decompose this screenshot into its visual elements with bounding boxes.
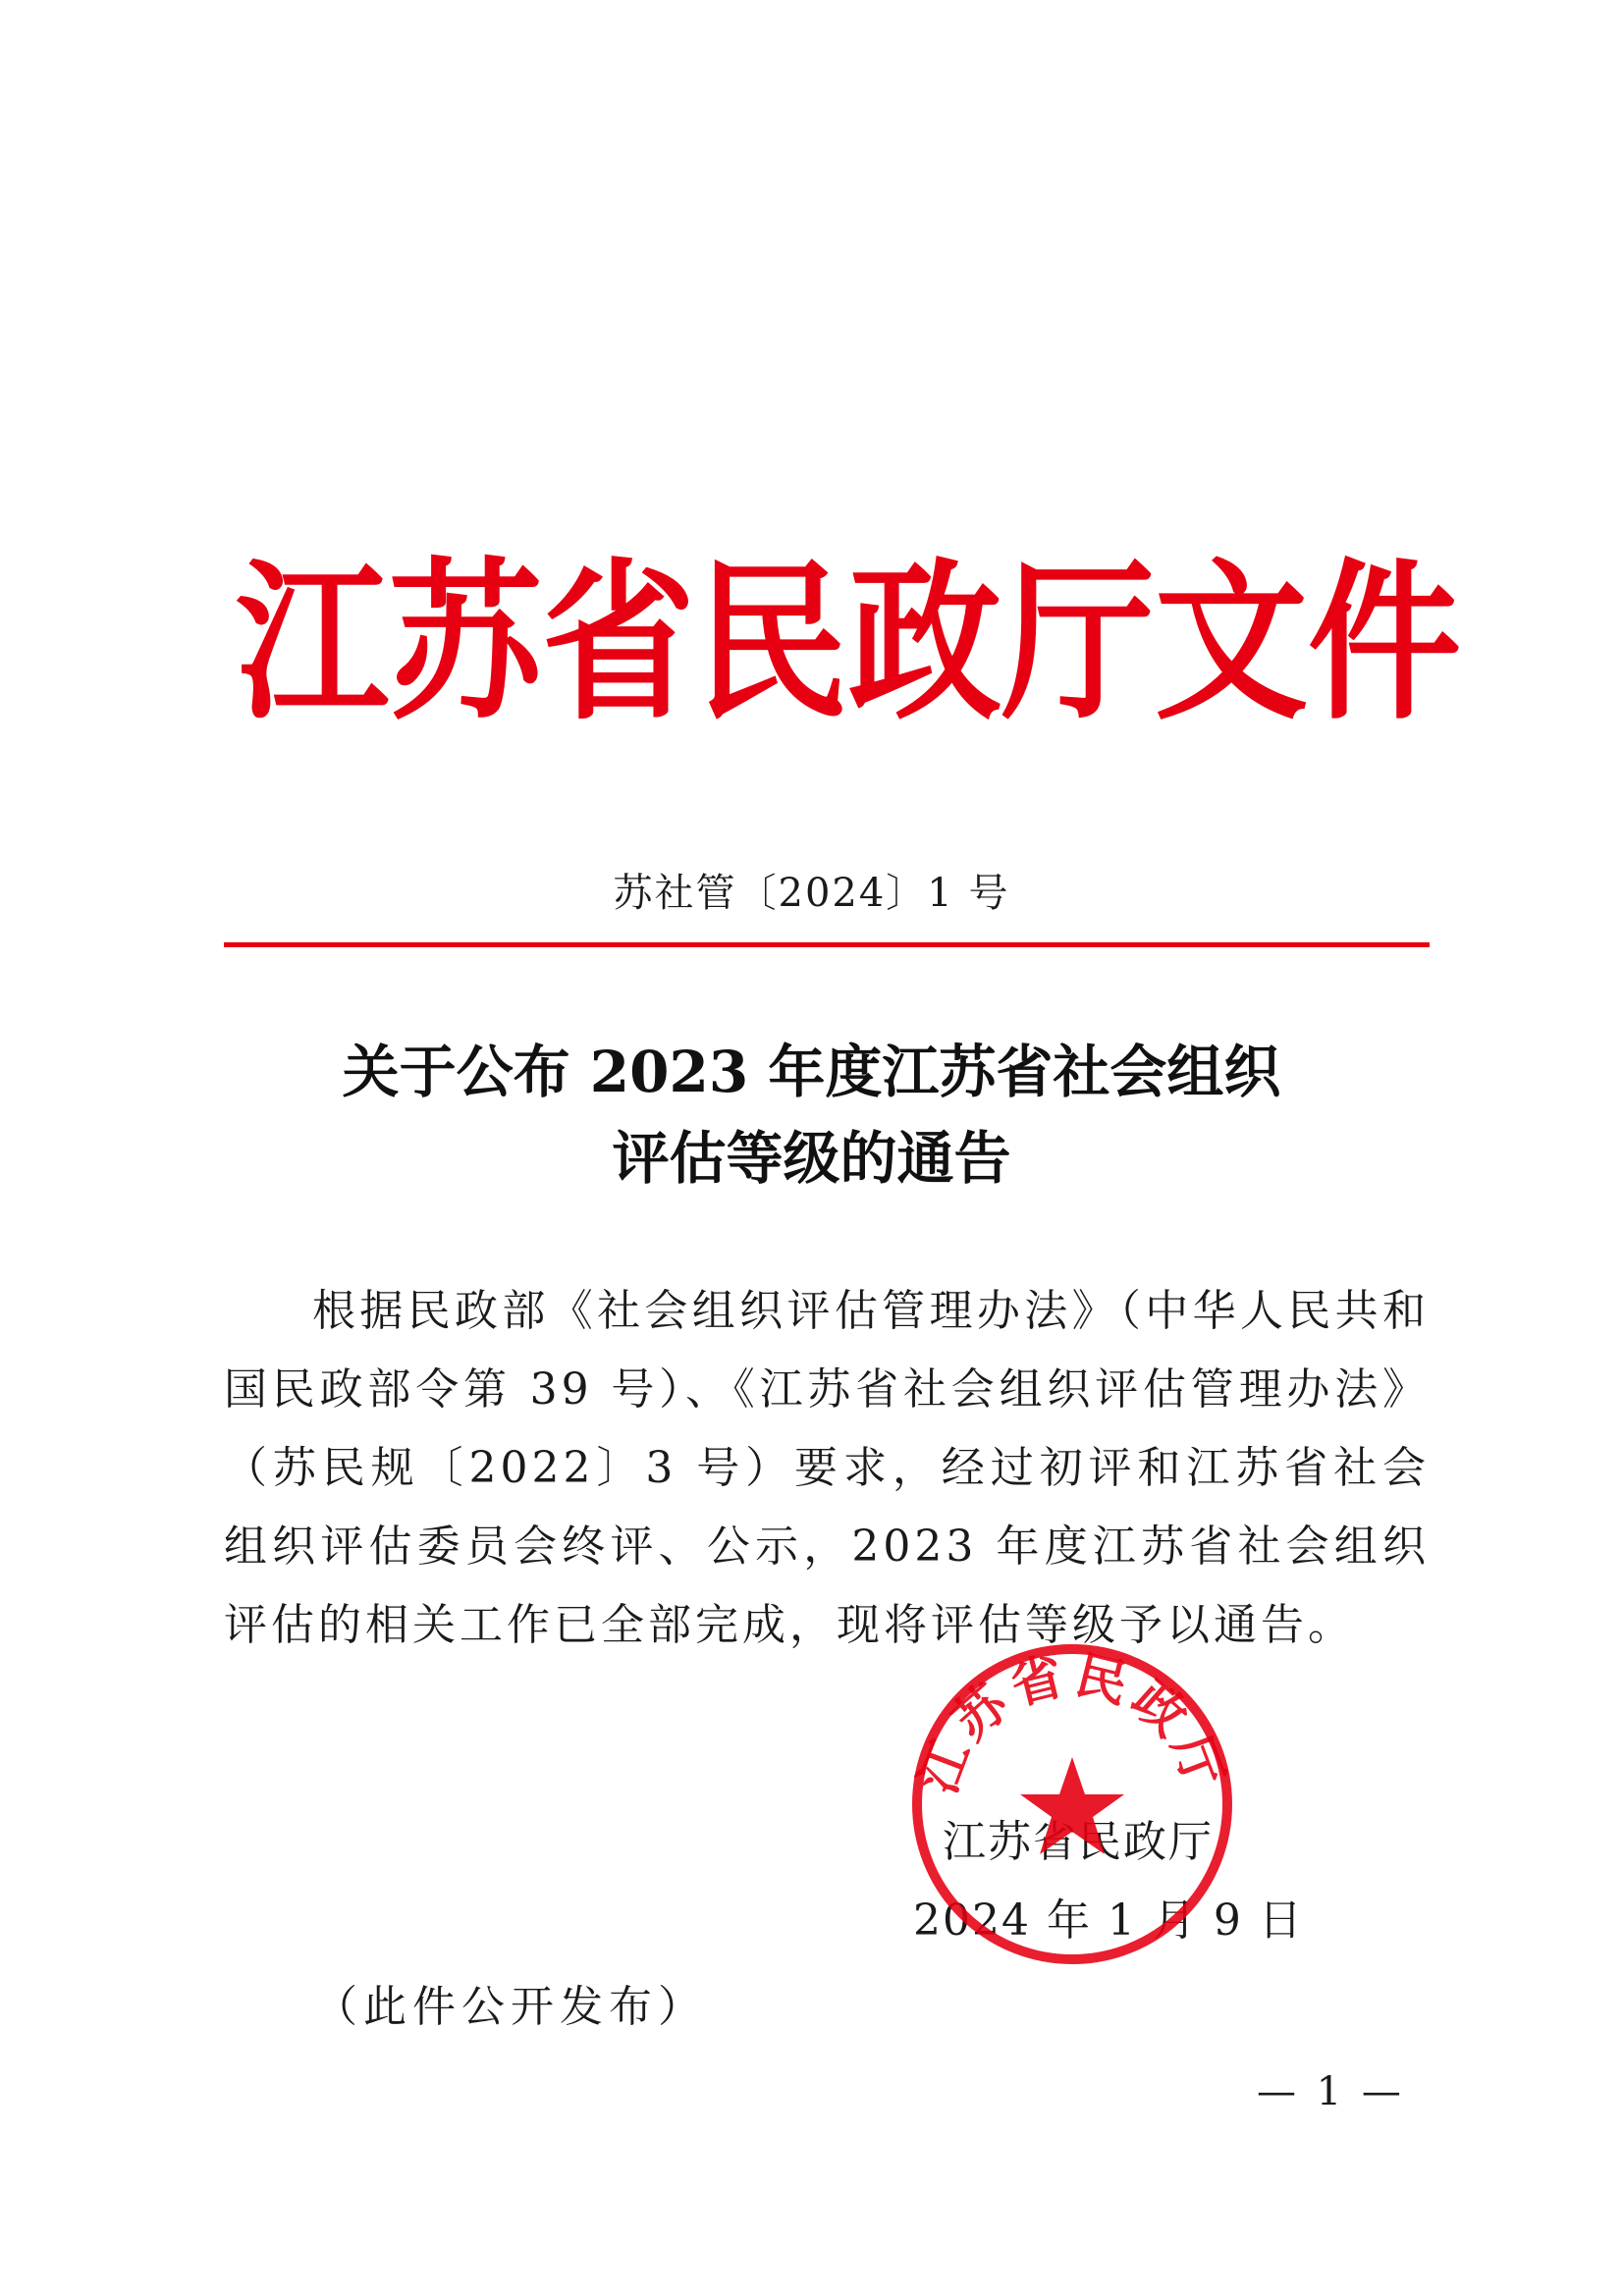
disclosure-note: （此件公开发布） <box>314 1982 707 2032</box>
masthead-char: 政 <box>848 541 1001 743</box>
body-paragraph: 根据民政部《社会组织评估管理办法》（中华人民共和国民政部令第 39 号）、《江苏省社会组织评估管理办法》（苏民规〔2022〕3 号）要求，经过初评和江苏省社会组织评估委员会终评、公示，2023 年度江苏省社会组织评估的相关工作已全部完成，现将评估等级予以通告。 <box>224 1286 1430 1650</box>
masthead-char: 件 <box>1308 541 1461 743</box>
masthead-char: 厅 <box>1001 541 1155 743</box>
title-line-2: 评估等级的通告 <box>612 1125 1011 1192</box>
issue-date: 2024 年 1 月 9 日 <box>913 1896 1304 1946</box>
masthead-char: 省 <box>542 541 695 743</box>
document-number: 苏社管〔2024〕1 号 <box>613 871 1010 916</box>
issuer-signature: 江苏省民政厅 <box>943 1817 1214 1867</box>
page-number: — 1 — <box>1257 2069 1405 2114</box>
official-seal <box>905 1637 1239 1971</box>
document-title <box>0 1029 1623 1201</box>
masthead-char: 江 <box>236 541 389 743</box>
masthead-char: 民 <box>695 541 848 743</box>
red-divider-rule <box>224 942 1430 947</box>
star-icon <box>1020 1757 1124 1854</box>
title-line-1: 关于公布 2023 年度江苏省社会组织 <box>342 1039 1281 1105</box>
masthead <box>236 541 1461 743</box>
masthead-char: 文 <box>1155 541 1308 743</box>
seal-text: 江苏省民政厅 <box>907 1644 1237 1802</box>
masthead-char: 苏 <box>389 541 542 743</box>
